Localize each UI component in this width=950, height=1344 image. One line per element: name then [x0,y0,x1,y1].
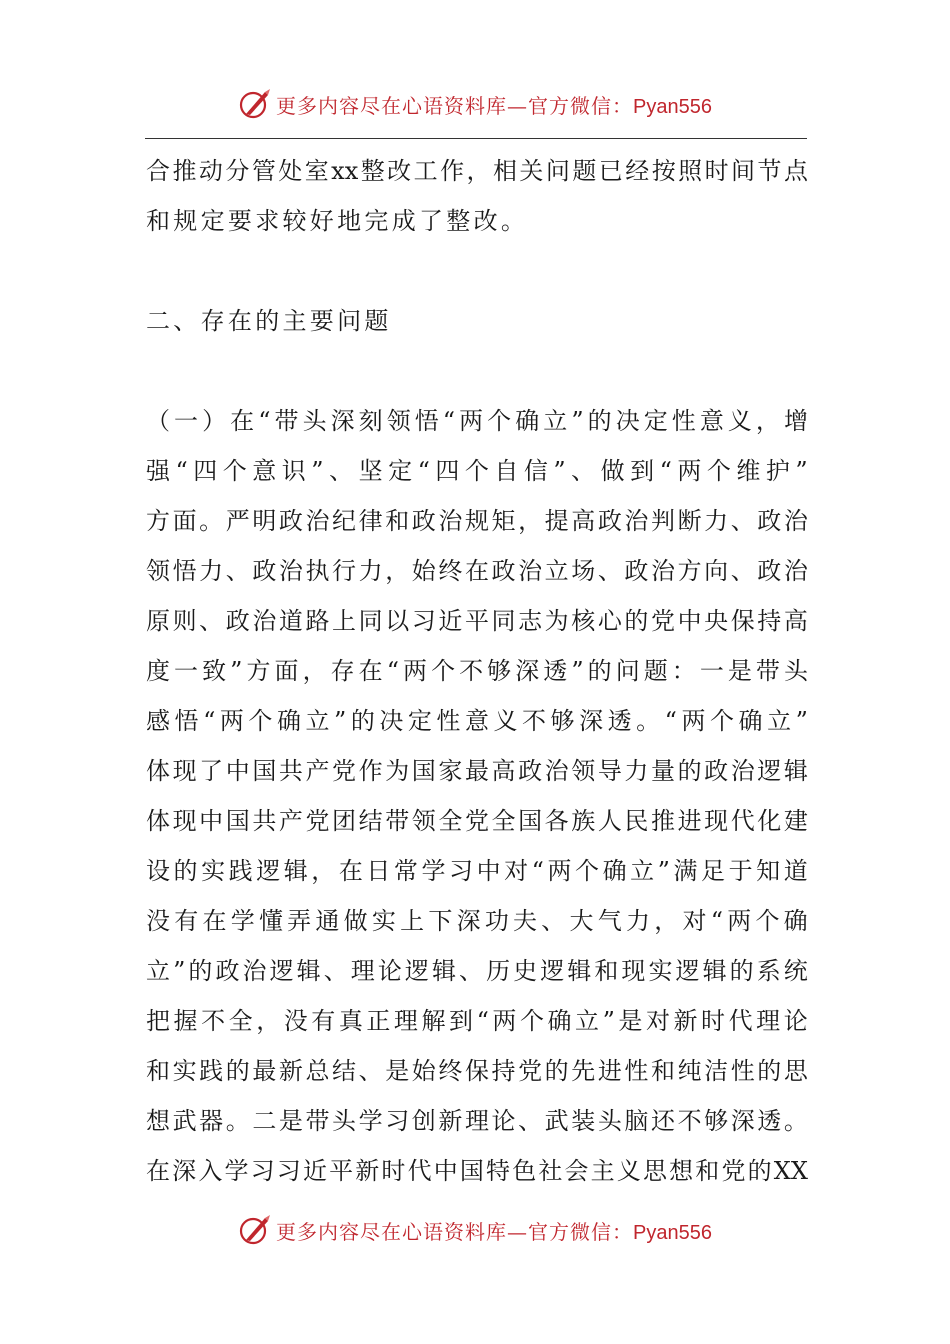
paragraph-line: 和 实 践 的 最 新 总 结 、 是 始 终 保 持 党 的 先 进 性 和 纯 洁 性 的 思 [146,1057,808,1085]
header-divider [145,138,807,139]
footer-watermark [0,1210,950,1250]
paragraph-line: 感 悟 “ 两 个 确 立 ” 的 决 定 性 意 义 不 够 深 透 。 “ 两 个 确 立 ” [146,707,808,735]
paragraph-line: 合 推 动 分 管 处 室 xx 整 改 工 作 ， 相 关 问 题 已 经 按 照 时 间 节 点 [146,157,808,185]
paragraph-line: 方 面 。 严 明 政 治 纪 律 和 政 治 规 矩 ， 提 高 政 治 判 断 力 、 政 治 [146,507,808,535]
paragraph-line: 立 ” 的 政 治 逻 辑 、 理 论 逻 辑 、 历 史 逻 辑 和 现 实 逻 辑 的 系 统 [146,957,808,985]
paragraph-line: 设 的 实 践 逻 辑 ， 在 日 常 学 习 中 对 “ 两 个 确 立 ” 满 足 于 知 道 [146,857,808,885]
paragraph-line: 原 则 、 政 治 道 路 上 同 以 习 近 平 同 志 为 核 心 的 党 中 央 保 持 高 [146,607,808,635]
paragraph-line: 领 悟 力 、 政 治 执 行 力 ， 始 终 在 政 治 立 场 、 政 治 方 向 、 政 治 [146,557,808,585]
paragraph-line: 强 “ 四 个 意 识 ” 、 坚 定 “ 四 个 自 信 ” 、 做 到 “ 两 个 维 护 ” [146,457,808,485]
paragraph-line: 体 现 了 中 国 共 产 党 作 为 国 家 最 高 政 治 领 导 力 量 的 政 治 逻 辑 [146,757,808,785]
paragraph-line: 和规定要求较好地完成了整改。 [146,207,529,235]
paragraph-line: 体 现 中 国 共 产 党 团 结 带 领 全 党 全 国 各 族 人 民 推 进 现 代 化 建 [146,807,808,835]
watermark-text: 更多内容尽在心语资料库—官方微信：Pyan556 [276,1219,712,1244]
paragraph-line: 在 深 入 学 习 习 近 平 新 时 代 中 国 特 色 社 会 主 义 思 想 和 党 的 XX [146,1157,808,1185]
quill-pen-logo-icon [238,87,272,121]
paragraph-line: 把 握 不 全 ， 没 有 真 正 理 解 到 “ 两 个 确 立 ” 是 对 新 时 代 理 论 [146,1007,808,1035]
paragraph-line: （ 一 ） 在 “ 带 头 深 刻 领 悟 “ 两 个 确 立 ” 的 决 定 性 意 义 ， 增 [146,407,808,435]
paragraph-line: 度 一 致 ” 方 面 ， 存 在 “ 两 个 不 够 深 透 ” 的 问 题 ： 一 是 带 头 [146,657,808,685]
paragraph-line: 没 有 在 学 懂 弄 通 做 实 上 下 深 功 夫 、 大 气 力 ， 对 “ 两 个 确 [146,907,808,935]
paragraph-line: 想 武 器 。 二 是 带 头 学 习 创 新 理 论 、 武 装 头 脑 还 不 够 深 透 。 [146,1107,808,1135]
watermark-text: 更多内容尽在心语资料库—官方微信：Pyan556 [276,93,712,118]
section-heading: 二、存在的主要问题 [146,307,392,335]
quill-pen-logo-icon [238,1213,272,1247]
header-watermark [0,84,950,124]
